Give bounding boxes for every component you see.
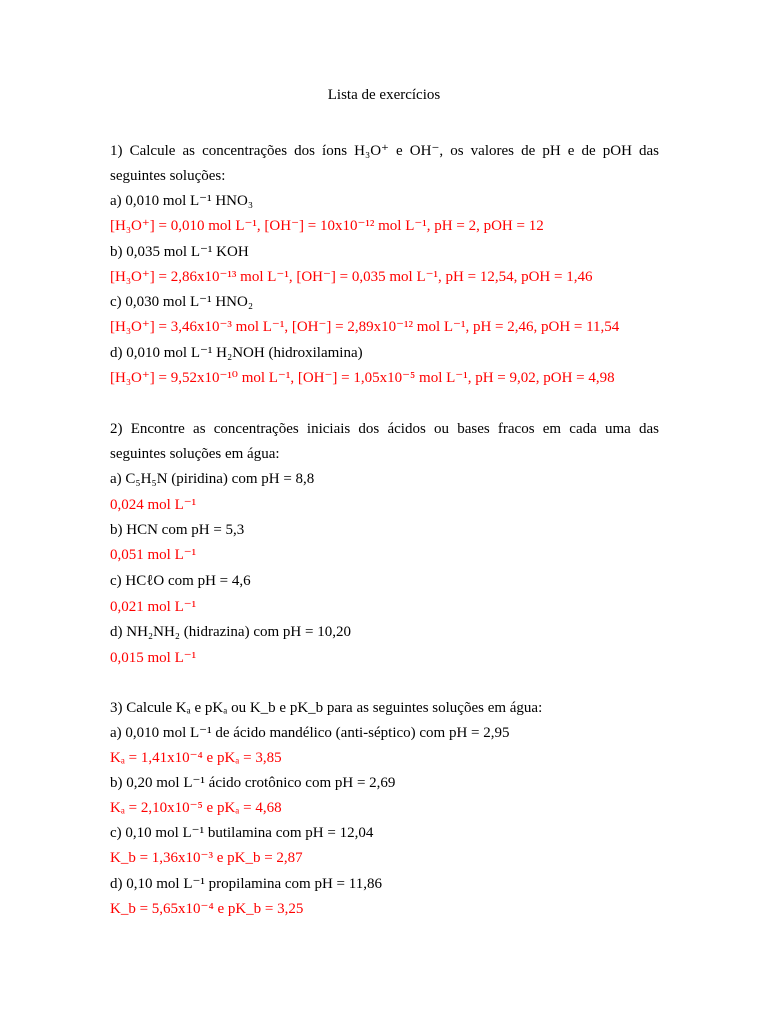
q1-item-b: b) 0,035 mol L⁻¹ KOH (110, 244, 249, 260)
q1-item-a: a) 0,010 mol L⁻¹ HNO₃ (110, 193, 254, 209)
q3-stem: 3) Calcule Kₐ e pKₐ ou K_b e pK_b para as seguintes soluções em água: (110, 700, 543, 716)
q2-answer-d: 0,015 mol L⁻¹ (110, 650, 197, 666)
q1-answer-c: [H₃O⁺] = 3,46x10⁻³ mol L⁻¹, [OH⁻] = 2,89x10⁻¹² mol L⁻¹, pH = 2,46, pOH = 11,54 (110, 319, 620, 335)
q3-answer-c: K_b = 1,36x10⁻³ e pK_b = 2,87 (110, 850, 303, 866)
page-title: Lista de exercícios (327, 87, 441, 103)
q3-item-c: c) 0,10 mol L⁻¹ butilamina com pH = 12,04 (110, 825, 374, 841)
q2-item-a: a) C₅H₅N (piridina) com pH = 8,8 (110, 471, 315, 487)
q2-item-b: b) HCN com pH = 5,3 (110, 522, 245, 538)
q1-item-d: d) 0,010 mol L⁻¹ H₂NOH (hidroxilamina) (110, 345, 363, 361)
q2-answer-a: 0,024 mol L⁻¹ (110, 497, 197, 513)
q1-item-c: c) 0,030 mol L⁻¹ HNO₂ (110, 294, 254, 310)
q1-stem-line1: 1) Calcule as concentrações dos íons H₃O⁺ e OH⁻, os valores de pH e de pOH das (110, 143, 659, 159)
q1-answer-d: [H₃O⁺] = 9,52x10⁻¹⁰ mol L⁻¹, [OH⁻] = 1,05x10⁻⁵ mol L⁻¹, pH = 9,02, pOH = 4,98 (110, 370, 615, 386)
q2-item-d: d) NH₂NH₂ (hidrazina) com pH = 10,20 (110, 624, 351, 640)
q2-answer-b: 0,051 mol L⁻¹ (110, 547, 197, 563)
q3-answer-b: Kₐ = 2,10x10⁻⁵ e pKₐ = 4,68 (110, 800, 282, 816)
q3-item-a: a) 0,010 mol L⁻¹ de ácido mandélico (anti-séptico) com pH = 2,95 (110, 725, 510, 741)
q1-answer-b: [H₃O⁺] = 2,86x10⁻¹³ mol L⁻¹, [OH⁻] = 0,035 mol L⁻¹, pH = 12,54, pOH = 1,46 (110, 269, 593, 285)
q2-stem-line2: seguintes soluções em água: (110, 446, 280, 462)
q1-answer-a: [H₃O⁺] = 0,010 mol L⁻¹, [OH⁻] = 10x10⁻¹² mol L⁻¹, pH = 2, pOH = 12 (110, 218, 544, 234)
q1-stem-line2: seguintes soluções: (110, 168, 226, 184)
q3-answer-d: K_b = 5,65x10⁻⁴ e pK_b = 3,25 (110, 901, 304, 917)
q3-item-b: b) 0,20 mol L⁻¹ ácido crotônico com pH = 2,69 (110, 775, 396, 791)
q2-item-c: c) HCℓO com pH = 4,6 (110, 573, 251, 589)
q3-item-d: d) 0,10 mol L⁻¹ propilamina com pH = 11,86 (110, 876, 382, 892)
q2-answer-c: 0,021 mol L⁻¹ (110, 599, 197, 615)
q2-stem-line1: 2) Encontre as concentrações iniciais dos ácidos ou bases fracos em cada uma das (110, 421, 659, 437)
q3-answer-a: Kₐ = 1,41x10⁻⁴ e pKₐ = 3,85 (110, 750, 282, 766)
